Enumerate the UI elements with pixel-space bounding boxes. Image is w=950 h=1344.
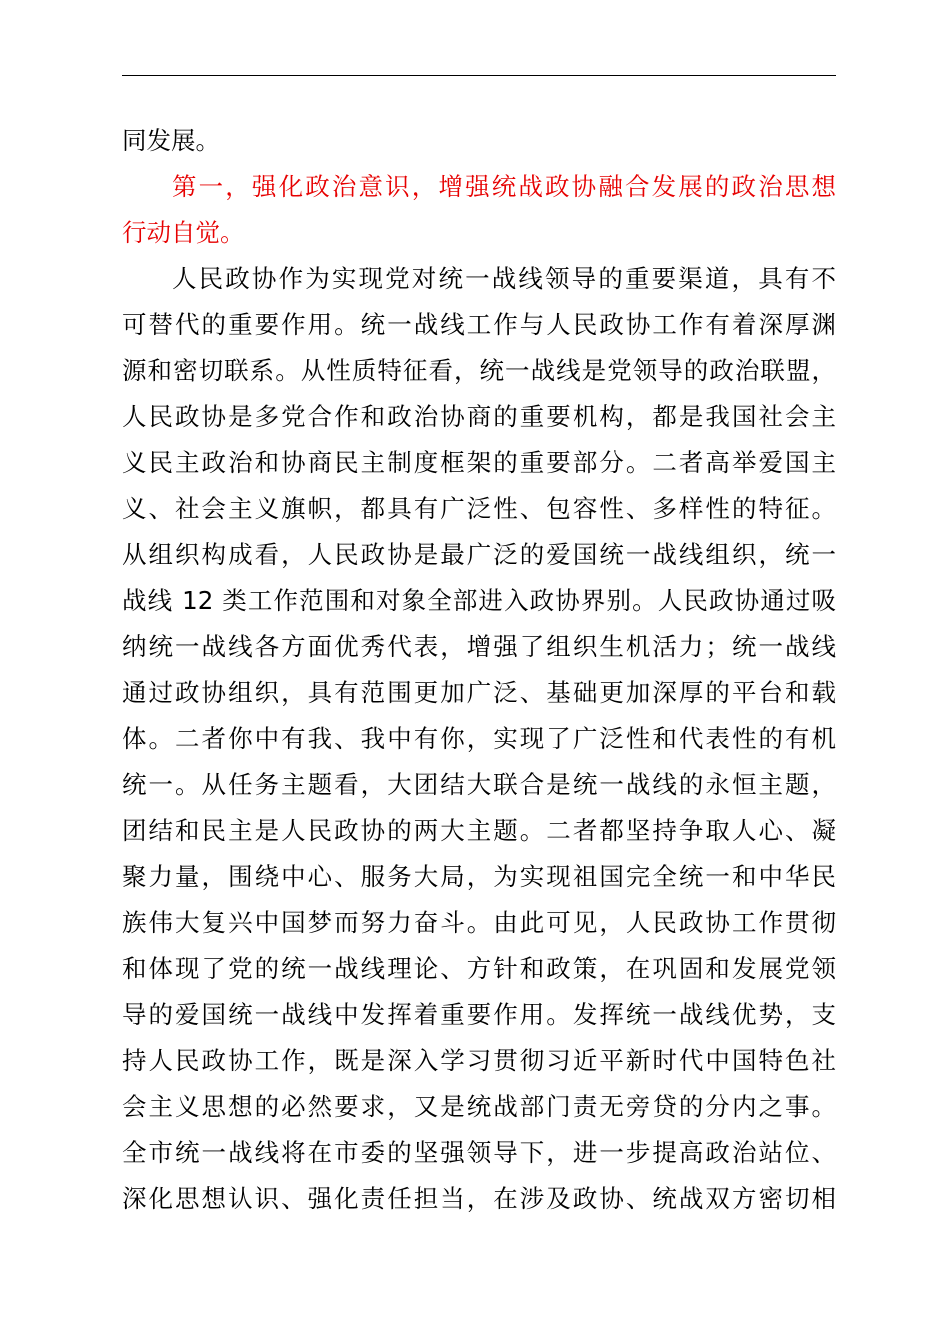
text-line: 义、社会主义旗帜，都具有广泛性、包容性、多样性的特征。 — [122, 494, 836, 523]
text-line: 纳统一战线各方面优秀代表，增强了组织生机活力；统一战线 — [122, 632, 836, 661]
header-rule — [122, 75, 836, 76]
text-line: 和体现了党的统一战线理论、方针和政策，在巩固和发展党领 — [122, 954, 836, 983]
text-line: 人民政协是多党合作和政治协商的重要机构，都是我国社会主 — [122, 402, 836, 431]
text-line: 义民主政治和协商民主制度框架的重要部分。二者高举爱国主 — [122, 448, 836, 477]
text-line: 团结和民主是人民政协的两大主题。二者都坚持争取人心、凝 — [122, 816, 836, 845]
text-line: 战线 12 类工作范围和对象全部进入政协界别。人民政协通过吸 — [122, 586, 836, 615]
text-line: 统一。从任务主题看，大团结大联合是统一战线的永恒主题， — [122, 770, 836, 799]
text-line: 持人民政协工作，既是深入学习贯彻习近平新时代中国特色社 — [122, 1046, 836, 1075]
text-line: 聚力量，围绕中心、服务大局，为实现祖国完全统一和中华民 — [122, 862, 836, 891]
text-line: 体。二者你中有我、我中有你，实现了广泛性和代表性的有机 — [122, 724, 836, 753]
text-line: 同发展。 — [122, 126, 220, 155]
text-line: 源和密切联系。从性质特征看，统一战线是党领导的政治联盟， — [122, 356, 836, 385]
text-line: 导的爱国统一战线中发挥着重要作用。发挥统一战线优势，支 — [122, 1000, 836, 1029]
text-line: 人民政协作为实现党对统一战线领导的重要渠道，具有不 — [172, 264, 836, 293]
section-heading-line-2: 行动自觉。 — [122, 218, 245, 247]
text-line: 会主义思想的必然要求，又是统战部门责无旁贷的分内之事。 — [122, 1092, 836, 1121]
text-line: 通过政协组织，具有范围更加广泛、基础更加深厚的平台和载 — [122, 678, 836, 707]
text-line: 可替代的重要作用。统一战线工作与人民政协工作有着深厚渊 — [122, 310, 836, 339]
text-line: 族伟大复兴中国梦而努力奋斗。由此可见，人民政协工作贯彻 — [122, 908, 836, 937]
text-line: 深化思想认识、强化责任担当，在涉及政协、统战双方密切相 — [122, 1184, 836, 1213]
text-line: 全市统一战线将在市委的坚强领导下，进一步提高政治站位、 — [122, 1138, 836, 1167]
section-heading-line-1: 第一，强化政治意识，增强统战政协融合发展的政治思想 — [172, 172, 836, 201]
text-line: 从组织构成看，人民政协是最广泛的爱国统一战线组织，统一 — [122, 540, 836, 569]
